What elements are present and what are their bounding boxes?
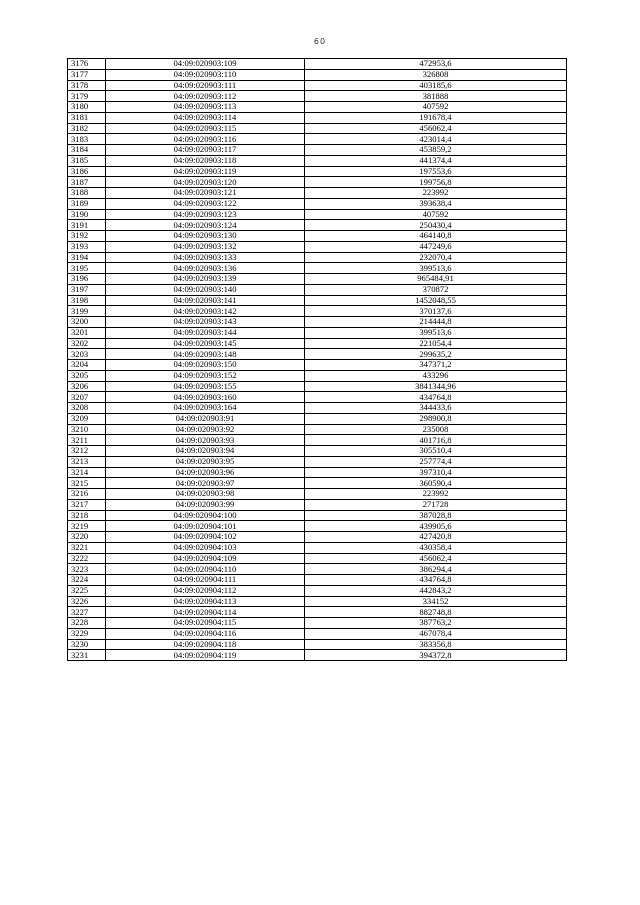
row-number-cell: 3183 <box>68 134 106 145</box>
row-number-cell: 3228 <box>68 618 106 629</box>
table-row <box>68 370 567 381</box>
cadastral-number-cell: 04:09:020903:95 <box>106 456 305 467</box>
table-row <box>68 650 567 661</box>
row-number-cell: 3186 <box>68 166 106 177</box>
table-row <box>68 596 567 607</box>
table-row <box>68 628 567 639</box>
cadastral-number-cell: 04:09:020903:116 <box>106 134 305 145</box>
cadastral-number-cell: 04:09:020904:103 <box>106 542 305 553</box>
cadastral-number-cell: 04:09:020904:116 <box>106 628 305 639</box>
table-row <box>68 639 567 650</box>
table-row <box>68 360 567 371</box>
row-number-cell: 3209 <box>68 413 106 424</box>
value-cell: 221054,4 <box>305 338 567 349</box>
row-number-cell: 3182 <box>68 123 106 134</box>
table-row <box>68 424 567 435</box>
value-cell: 298900,8 <box>305 413 567 424</box>
row-number-cell: 3178 <box>68 80 106 91</box>
row-number-cell: 3185 <box>68 155 106 166</box>
value-cell: 387763,2 <box>305 618 567 629</box>
row-number-cell: 3227 <box>68 607 106 618</box>
table-row <box>68 521 567 532</box>
cadastral-number-cell: 04:09:020903:112 <box>106 91 305 102</box>
table-row <box>68 413 567 424</box>
cadastral-number-cell: 04:09:020903:122 <box>106 198 305 209</box>
cadastral-number-cell: 04:09:020903:132 <box>106 241 305 252</box>
table-row <box>68 123 567 134</box>
value-cell: 403185,6 <box>305 80 567 91</box>
value-cell: 214444,8 <box>305 317 567 328</box>
table-row <box>68 263 567 274</box>
row-number-cell: 3215 <box>68 478 106 489</box>
table-row <box>68 188 567 199</box>
cadastral-number-cell: 04:09:020903:118 <box>106 155 305 166</box>
row-number-cell: 3225 <box>68 585 106 596</box>
value-cell: 257774,4 <box>305 456 567 467</box>
cadastral-number-cell: 04:09:020904:118 <box>106 639 305 650</box>
table-row <box>68 91 567 102</box>
row-number-cell: 3180 <box>68 102 106 113</box>
value-cell: 394372,8 <box>305 650 567 661</box>
value-cell: 334152 <box>305 596 567 607</box>
value-cell: 223992 <box>305 188 567 199</box>
value-cell: 407592 <box>305 209 567 220</box>
cadastral-number-cell: 04:09:020903:92 <box>106 424 305 435</box>
value-cell: 441374,4 <box>305 155 567 166</box>
row-number-cell: 3199 <box>68 306 106 317</box>
table-row <box>68 467 567 478</box>
row-number-cell: 3208 <box>68 403 106 414</box>
cadastral-number-cell: 04:09:020903:91 <box>106 413 305 424</box>
value-cell: 381888 <box>305 91 567 102</box>
row-number-cell: 3191 <box>68 220 106 231</box>
cadastral-number-cell: 04:09:020903:141 <box>106 295 305 306</box>
table-row <box>68 403 567 414</box>
cadastral-number-cell: 04:09:020903:148 <box>106 349 305 360</box>
table-row <box>68 112 567 123</box>
cadastral-number-cell: 04:09:020904:101 <box>106 521 305 532</box>
value-cell: 383356,8 <box>305 639 567 650</box>
row-number-cell: 3207 <box>68 392 106 403</box>
value-cell: 370137,6 <box>305 306 567 317</box>
row-number-cell: 3193 <box>68 241 106 252</box>
row-number-cell: 3217 <box>68 499 106 510</box>
table-row <box>68 145 567 156</box>
table-row <box>68 59 567 70</box>
row-number-cell: 3223 <box>68 564 106 575</box>
value-cell: 397310,4 <box>305 467 567 478</box>
value-cell: 423014,4 <box>305 134 567 145</box>
cadastral-number-cell: 04:09:020903:119 <box>106 166 305 177</box>
value-cell: 442843,2 <box>305 585 567 596</box>
value-cell: 447249,6 <box>305 241 567 252</box>
value-cell: 326808 <box>305 69 567 80</box>
value-cell: 464140,8 <box>305 231 567 242</box>
cadastral-number-cell: 04:09:020904:102 <box>106 532 305 543</box>
row-number-cell: 3221 <box>68 542 106 553</box>
table-row <box>68 585 567 596</box>
row-number-cell: 3213 <box>68 456 106 467</box>
value-cell: 250430,4 <box>305 220 567 231</box>
value-cell: 439905,6 <box>305 521 567 532</box>
value-cell: 235008 <box>305 424 567 435</box>
cadastral-number-cell: 04:09:020904:114 <box>106 607 305 618</box>
cadastral-number-cell: 04:09:020903:139 <box>106 274 305 285</box>
table-row <box>68 349 567 360</box>
cadastral-number-cell: 04:09:020904:111 <box>106 575 305 586</box>
cadastral-number-cell: 04:09:020904:100 <box>106 510 305 521</box>
table-row <box>68 327 567 338</box>
row-number-cell: 3200 <box>68 317 106 328</box>
row-number-cell: 3230 <box>68 639 106 650</box>
cadastral-number-cell: 04:09:020903:155 <box>106 381 305 392</box>
cadastral-number-cell: 04:09:020903:96 <box>106 467 305 478</box>
table-row <box>68 306 567 317</box>
table-row <box>68 456 567 467</box>
cadastral-number-cell: 04:09:020903:152 <box>106 370 305 381</box>
cadastral-number-cell: 04:09:020903:98 <box>106 489 305 500</box>
row-number-cell: 3188 <box>68 188 106 199</box>
value-cell: 386294,4 <box>305 564 567 575</box>
table-row <box>68 381 567 392</box>
table-row <box>68 317 567 328</box>
row-number-cell: 3194 <box>68 252 106 263</box>
row-number-cell: 3195 <box>68 263 106 274</box>
row-number-cell: 3206 <box>68 381 106 392</box>
cadastral-number-cell: 04:09:020903:130 <box>106 231 305 242</box>
cadastral-number-cell: 04:09:020903:93 <box>106 435 305 446</box>
value-cell: 305510,4 <box>305 446 567 457</box>
table-row <box>68 69 567 80</box>
cadastral-number-cell: 04:09:020903:99 <box>106 499 305 510</box>
value-cell: 399513,6 <box>305 327 567 338</box>
value-cell: 1452048,55 <box>305 295 567 306</box>
cadastral-number-cell: 04:09:020904:110 <box>106 564 305 575</box>
value-cell: 453859,2 <box>305 145 567 156</box>
value-cell: 427420,8 <box>305 532 567 543</box>
value-cell: 370872 <box>305 284 567 295</box>
row-number-cell: 3181 <box>68 112 106 123</box>
value-cell: 191678,4 <box>305 112 567 123</box>
cadastral-number-cell: 04:09:020903:109 <box>106 59 305 70</box>
value-cell: 407592 <box>305 102 567 113</box>
cadastral-number-cell: 04:09:020903:124 <box>106 220 305 231</box>
row-number-cell: 3219 <box>68 521 106 532</box>
row-number-cell: 3201 <box>68 327 106 338</box>
table-row <box>68 478 567 489</box>
value-cell: 232070,4 <box>305 252 567 263</box>
row-number-cell: 3220 <box>68 532 106 543</box>
row-number-cell: 3210 <box>68 424 106 435</box>
cadastral-number-cell: 04:09:020903:143 <box>106 317 305 328</box>
value-cell: 197553,6 <box>305 166 567 177</box>
table-row <box>68 166 567 177</box>
cadastral-number-cell: 04:09:020903:144 <box>106 327 305 338</box>
row-number-cell: 3179 <box>68 91 106 102</box>
value-cell: 347371,2 <box>305 360 567 371</box>
value-cell: 399513,6 <box>305 263 567 274</box>
table-row <box>68 80 567 91</box>
row-number-cell: 3187 <box>68 177 106 188</box>
table-row <box>68 209 567 220</box>
row-number-cell: 3229 <box>68 628 106 639</box>
value-cell: 433296 <box>305 370 567 381</box>
value-cell: 401716,8 <box>305 435 567 446</box>
cadastral-number-cell: 04:09:020903:111 <box>106 80 305 91</box>
cadastral-number-cell: 04:09:020903:117 <box>106 145 305 156</box>
table-row <box>68 274 567 285</box>
table-row <box>68 564 567 575</box>
row-number-cell: 3222 <box>68 553 106 564</box>
cadastral-number-cell: 04:09:020903:140 <box>106 284 305 295</box>
table-row <box>68 295 567 306</box>
cadastral-number-cell: 04:09:020903:136 <box>106 263 305 274</box>
table-row <box>68 499 567 510</box>
table-body <box>68 59 567 661</box>
row-number-cell: 3212 <box>68 446 106 457</box>
cadastral-number-cell: 04:09:020904:112 <box>106 585 305 596</box>
value-cell: 344433,6 <box>305 403 567 414</box>
table-row <box>68 435 567 446</box>
cadastral-number-cell: 04:09:020904:119 <box>106 650 305 661</box>
value-cell: 3841344,96 <box>305 381 567 392</box>
cadastral-number-cell: 04:09:020903:123 <box>106 209 305 220</box>
row-number-cell: 3214 <box>68 467 106 478</box>
value-cell: 387028,8 <box>305 510 567 521</box>
row-number-cell: 3197 <box>68 284 106 295</box>
cadastral-number-cell: 04:09:020903:133 <box>106 252 305 263</box>
row-number-cell: 3202 <box>68 338 106 349</box>
value-cell: 223992 <box>305 489 567 500</box>
table-row <box>68 553 567 564</box>
cadastral-number-cell: 04:09:020904:115 <box>106 618 305 629</box>
table-row <box>68 446 567 457</box>
table-row <box>68 607 567 618</box>
row-number-cell: 3205 <box>68 370 106 381</box>
row-number-cell: 3224 <box>68 575 106 586</box>
value-cell: 965484,91 <box>305 274 567 285</box>
row-number-cell: 3189 <box>68 198 106 209</box>
value-cell: 467078,4 <box>305 628 567 639</box>
cadastral-number-cell: 04:09:020903:114 <box>106 112 305 123</box>
cadastral-number-cell: 04:09:020904:109 <box>106 553 305 564</box>
row-number-cell: 3231 <box>68 650 106 661</box>
cadastral-number-cell: 04:09:020904:113 <box>106 596 305 607</box>
table-row <box>68 575 567 586</box>
value-cell: 434764,8 <box>305 392 567 403</box>
value-cell: 472953,6 <box>305 59 567 70</box>
row-number-cell: 3196 <box>68 274 106 285</box>
row-number-cell: 3190 <box>68 209 106 220</box>
table-row <box>68 392 567 403</box>
row-number-cell: 3216 <box>68 489 106 500</box>
row-number-cell: 3226 <box>68 596 106 607</box>
table-row <box>68 532 567 543</box>
row-number-cell: 3211 <box>68 435 106 446</box>
row-number-cell: 3177 <box>68 69 106 80</box>
cadastral-number-cell: 04:09:020903:150 <box>106 360 305 371</box>
table-row <box>68 542 567 553</box>
table-row <box>68 252 567 263</box>
row-number-cell: 3176 <box>68 59 106 70</box>
table-row <box>68 155 567 166</box>
table-row <box>68 618 567 629</box>
cadastral-number-cell: 04:09:020903:160 <box>106 392 305 403</box>
cadastral-number-cell: 04:09:020903:121 <box>106 188 305 199</box>
table-row <box>68 231 567 242</box>
cadastral-number-cell: 04:09:020903:142 <box>106 306 305 317</box>
table-row <box>68 198 567 209</box>
cadastral-number-cell: 04:09:020903:97 <box>106 478 305 489</box>
value-cell: 271728 <box>305 499 567 510</box>
value-cell: 456062,4 <box>305 123 567 134</box>
row-number-cell: 3192 <box>68 231 106 242</box>
row-number-cell: 3218 <box>68 510 106 521</box>
table-row <box>68 102 567 113</box>
cadastral-number-cell: 04:09:020903:120 <box>106 177 305 188</box>
table-row <box>68 510 567 521</box>
table-row <box>68 134 567 145</box>
table-row <box>68 241 567 252</box>
value-cell: 393638,4 <box>305 198 567 209</box>
cadastral-number-cell: 04:09:020903:164 <box>106 403 305 414</box>
data-table <box>67 58 567 661</box>
value-cell: 199756,8 <box>305 177 567 188</box>
cadastral-number-cell: 04:09:020903:115 <box>106 123 305 134</box>
table-row <box>68 284 567 295</box>
row-number-cell: 3204 <box>68 360 106 371</box>
row-number-cell: 3184 <box>68 145 106 156</box>
value-cell: 360590,4 <box>305 478 567 489</box>
value-cell: 299635,2 <box>305 349 567 360</box>
value-cell: 882748,8 <box>305 607 567 618</box>
page-number: 60 <box>313 37 327 46</box>
row-number-cell: 3203 <box>68 349 106 360</box>
row-number-cell: 3198 <box>68 295 106 306</box>
value-cell: 456062,4 <box>305 553 567 564</box>
value-cell: 434764,8 <box>305 575 567 586</box>
table-row <box>68 338 567 349</box>
cadastral-number-cell: 04:09:020903:110 <box>106 69 305 80</box>
cadastral-number-cell: 04:09:020903:94 <box>106 446 305 457</box>
table-row <box>68 489 567 500</box>
cadastral-number-cell: 04:09:020903:145 <box>106 338 305 349</box>
table-row <box>68 177 567 188</box>
table-row <box>68 220 567 231</box>
cadastral-number-cell: 04:09:020903:113 <box>106 102 305 113</box>
value-cell: 430358,4 <box>305 542 567 553</box>
